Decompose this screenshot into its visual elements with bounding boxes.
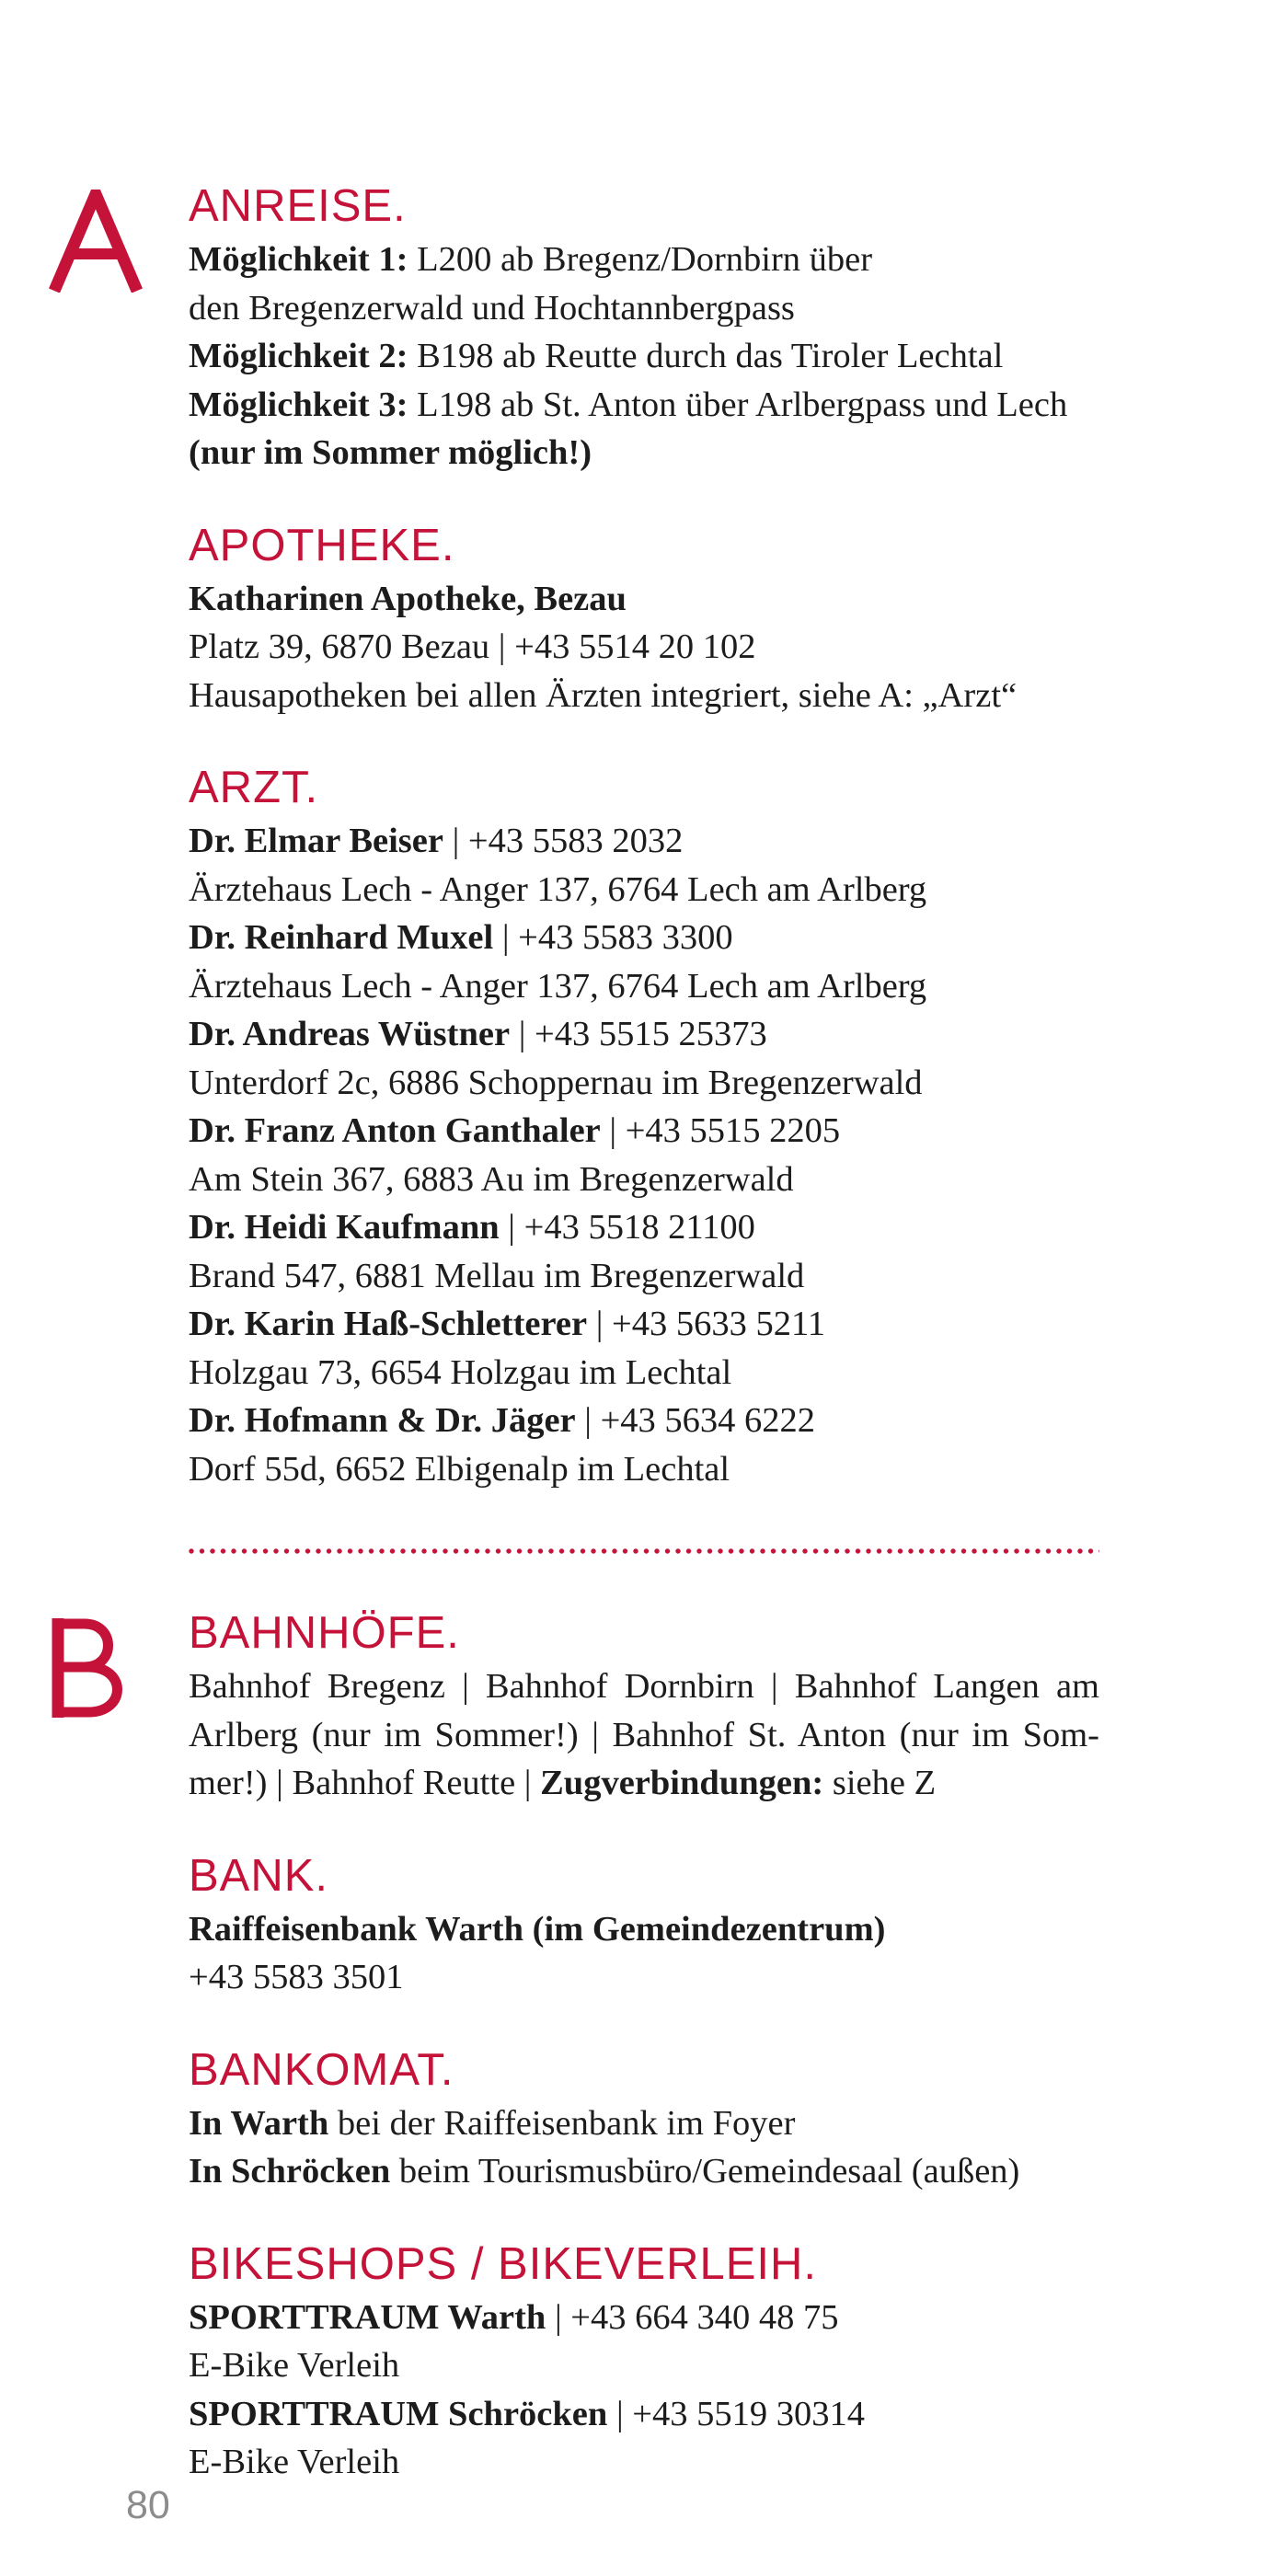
text-line bbox=[189, 284, 1099, 333]
text-line bbox=[189, 1662, 1099, 1711]
section-bikeshops-bikeverleih bbox=[189, 2238, 1099, 2487]
text-segment: +43 5583 3501 bbox=[189, 1958, 404, 1996]
text-segment: bei der Raiffeisenbank im Foyer bbox=[328, 2103, 796, 2143]
section-anreise bbox=[189, 181, 1099, 477]
text-segment: | +43 5633 5211 bbox=[587, 1305, 826, 1343]
text-line bbox=[189, 332, 1099, 381]
dotted-divider bbox=[189, 1548, 1099, 1554]
text-line bbox=[189, 1107, 1099, 1156]
text-segment: mer!) | Bahnhof Reutte | bbox=[189, 1764, 541, 1802]
text-segment: Hausapotheken bei allen Ärzten integriert, siehe A: „Arzt“ bbox=[189, 675, 1018, 715]
section-heading: BAHNHÖFE. bbox=[189, 1608, 460, 1658]
text-segment-bold: Dr. Karin Haß-Schletterer bbox=[189, 1305, 588, 1343]
text-segment: E-Bike Verleih bbox=[189, 2443, 400, 2481]
text-line bbox=[189, 1905, 1099, 1954]
text-segment: | +43 5515 2205 bbox=[600, 1111, 841, 1150]
section-heading: ARZT. bbox=[189, 763, 319, 812]
text-segment-bold: Katharinen Apotheke, Bezau bbox=[189, 579, 627, 618]
drop-cap-b bbox=[48, 1616, 134, 1719]
section-bankomat bbox=[189, 2044, 1099, 2196]
text-segment: | +43 5515 25373 bbox=[510, 1015, 767, 1053]
text-line bbox=[189, 1953, 1099, 2002]
text-line bbox=[189, 1156, 1099, 1204]
text-line bbox=[189, 962, 1099, 1011]
text-segment: | +43 664 340 48 75 bbox=[546, 2297, 839, 2337]
text-segment-bold: Möglichkeit 3: bbox=[189, 385, 408, 424]
text-segment: L200 ab Bregenz/Dornbirn über bbox=[408, 240, 873, 279]
text-line bbox=[189, 1349, 1099, 1397]
text-segment: Platz 39, 6870 Bezau | +43 5514 20 102 bbox=[189, 627, 756, 666]
text-segment-bold: Möglichkeit 1: bbox=[189, 240, 408, 279]
text-line bbox=[189, 817, 1099, 866]
text-segment: E-Bike Verleih bbox=[189, 2346, 400, 2385]
page-number: 80 bbox=[126, 2483, 170, 2527]
text-line bbox=[189, 2147, 1099, 2196]
text-segment: L198 ab St. Anton über Arlbergpass und Lech bbox=[408, 385, 1068, 424]
text-segment-bold: Zugverbindungen: bbox=[540, 1764, 824, 1802]
text-line bbox=[189, 2099, 1099, 2148]
text-segment: Brand 547, 6881 Mellau im Bregenzerwald bbox=[189, 1256, 805, 1295]
text-line bbox=[189, 1445, 1099, 1494]
text-line bbox=[189, 1759, 1099, 1808]
text-line bbox=[189, 1252, 1099, 1301]
section-heading: BANKOMAT. bbox=[189, 2044, 454, 2095]
text-segment: Dorf 55d, 6652 Elbigenalp im Lechtal bbox=[189, 1449, 730, 1489]
text-segment: Ärztehaus Lech - Anger 137, 6764 Lech am Arlberg bbox=[189, 869, 927, 909]
text-line bbox=[189, 2390, 1099, 2439]
section-arzt bbox=[189, 763, 1099, 1493]
drop-cap-a bbox=[48, 190, 144, 293]
text-line bbox=[189, 2294, 1099, 2342]
text-segment: den Bregenzerwald und Hochtannbergpass bbox=[189, 288, 795, 328]
sections-a bbox=[189, 181, 1099, 1493]
text-segment-bold: Dr. Elmar Beiser bbox=[189, 822, 443, 860]
section-apotheke bbox=[189, 520, 1099, 720]
text-segment-bold: SPORTTRAUM Schröcken bbox=[189, 2394, 608, 2433]
text-segment-bold: In Warth bbox=[189, 2103, 329, 2143]
text-line bbox=[189, 429, 1099, 477]
text-line bbox=[189, 1711, 1099, 1760]
text-line bbox=[189, 1300, 1099, 1349]
text-segment-bold: In Schröcken bbox=[189, 2152, 391, 2191]
section-heading: BANK. bbox=[189, 1850, 329, 1901]
text-segment: Ärztehaus Lech - Anger 137, 6764 Lech am Arlberg bbox=[189, 966, 927, 1006]
text-segment: | +43 5583 3300 bbox=[493, 918, 733, 957]
text-segment-bold: Dr. Heidi Kaufmann bbox=[189, 1208, 500, 1247]
sections-b bbox=[189, 1608, 1099, 2487]
text-line bbox=[189, 236, 1099, 284]
text-line bbox=[189, 914, 1099, 962]
text-line bbox=[189, 2438, 1099, 2487]
letter-group-a bbox=[189, 181, 1099, 1493]
text-segment-bold: Möglichkeit 2: bbox=[189, 337, 408, 375]
text-line bbox=[189, 672, 1099, 720]
text-segment: Unterdorf 2c, 6886 Schoppernau im Bregenzerwald bbox=[189, 1063, 923, 1102]
text-segment-bold: Dr. Franz Anton Ganthaler bbox=[189, 1111, 601, 1150]
section-bahnhöfe bbox=[189, 1608, 1099, 1808]
text-segment: siehe Z bbox=[823, 1764, 937, 1802]
text-segment: | +43 5634 6222 bbox=[575, 1401, 816, 1440]
text-segment-bold: Dr. Andreas Wüstner bbox=[189, 1015, 511, 1053]
text-segment: | +43 5518 21100 bbox=[499, 1208, 755, 1247]
text-line bbox=[189, 623, 1099, 672]
text-segment-bold: Dr. Hofmann & Dr. Jäger bbox=[189, 1401, 576, 1440]
section-heading: BIKESHOPS / BIKEVERLEIH. bbox=[189, 2238, 818, 2289]
text-segment-bold: SPORTTRAUM Warth bbox=[189, 2297, 546, 2337]
text-segment: Am Stein 367, 6883 Au im Bregenzerwald bbox=[189, 1159, 794, 1199]
text-segment: Arlberg (nur im Sommer!) | Bahnhof St. Anton (nur im Som- bbox=[189, 1715, 1099, 1754]
text-segment: Bahnhof Bregenz | Bahnhof Dornbirn | Bahnhof Langen am bbox=[189, 1667, 1099, 1706]
text-line bbox=[189, 381, 1099, 430]
text-line bbox=[189, 575, 1099, 624]
text-segment: beim Tourismusbüro/Gemeindesaal (außen) bbox=[390, 2152, 1020, 2191]
text-segment: B198 ab Reutte durch das Tiroler Lechtal bbox=[408, 337, 1004, 375]
section-bank bbox=[189, 1850, 1099, 2002]
text-line bbox=[189, 1397, 1099, 1445]
text-segment: Holzgau 73, 6654 Holzgau im Lechtal bbox=[189, 1352, 732, 1392]
text-line bbox=[189, 1059, 1099, 1108]
text-line bbox=[189, 1203, 1099, 1252]
text-segment-bold: Dr. Reinhard Muxel bbox=[189, 918, 494, 957]
text-line bbox=[189, 2341, 1099, 2390]
text-line bbox=[189, 1010, 1099, 1059]
text-segment-bold: (nur im Sommer möglich!) bbox=[189, 433, 592, 472]
text-segment: | +43 5583 2032 bbox=[443, 822, 684, 860]
text-segment: | +43 5519 30314 bbox=[607, 2394, 865, 2433]
section-heading: APOTHEKE. bbox=[189, 520, 455, 570]
letter-group-b bbox=[189, 1608, 1099, 2487]
text-segment-bold: Raiffeisenbank Warth (im Gemeindezentrum) bbox=[189, 1909, 886, 1949]
section-heading: ANREISE. bbox=[189, 181, 407, 231]
text-line bbox=[189, 866, 1099, 914]
